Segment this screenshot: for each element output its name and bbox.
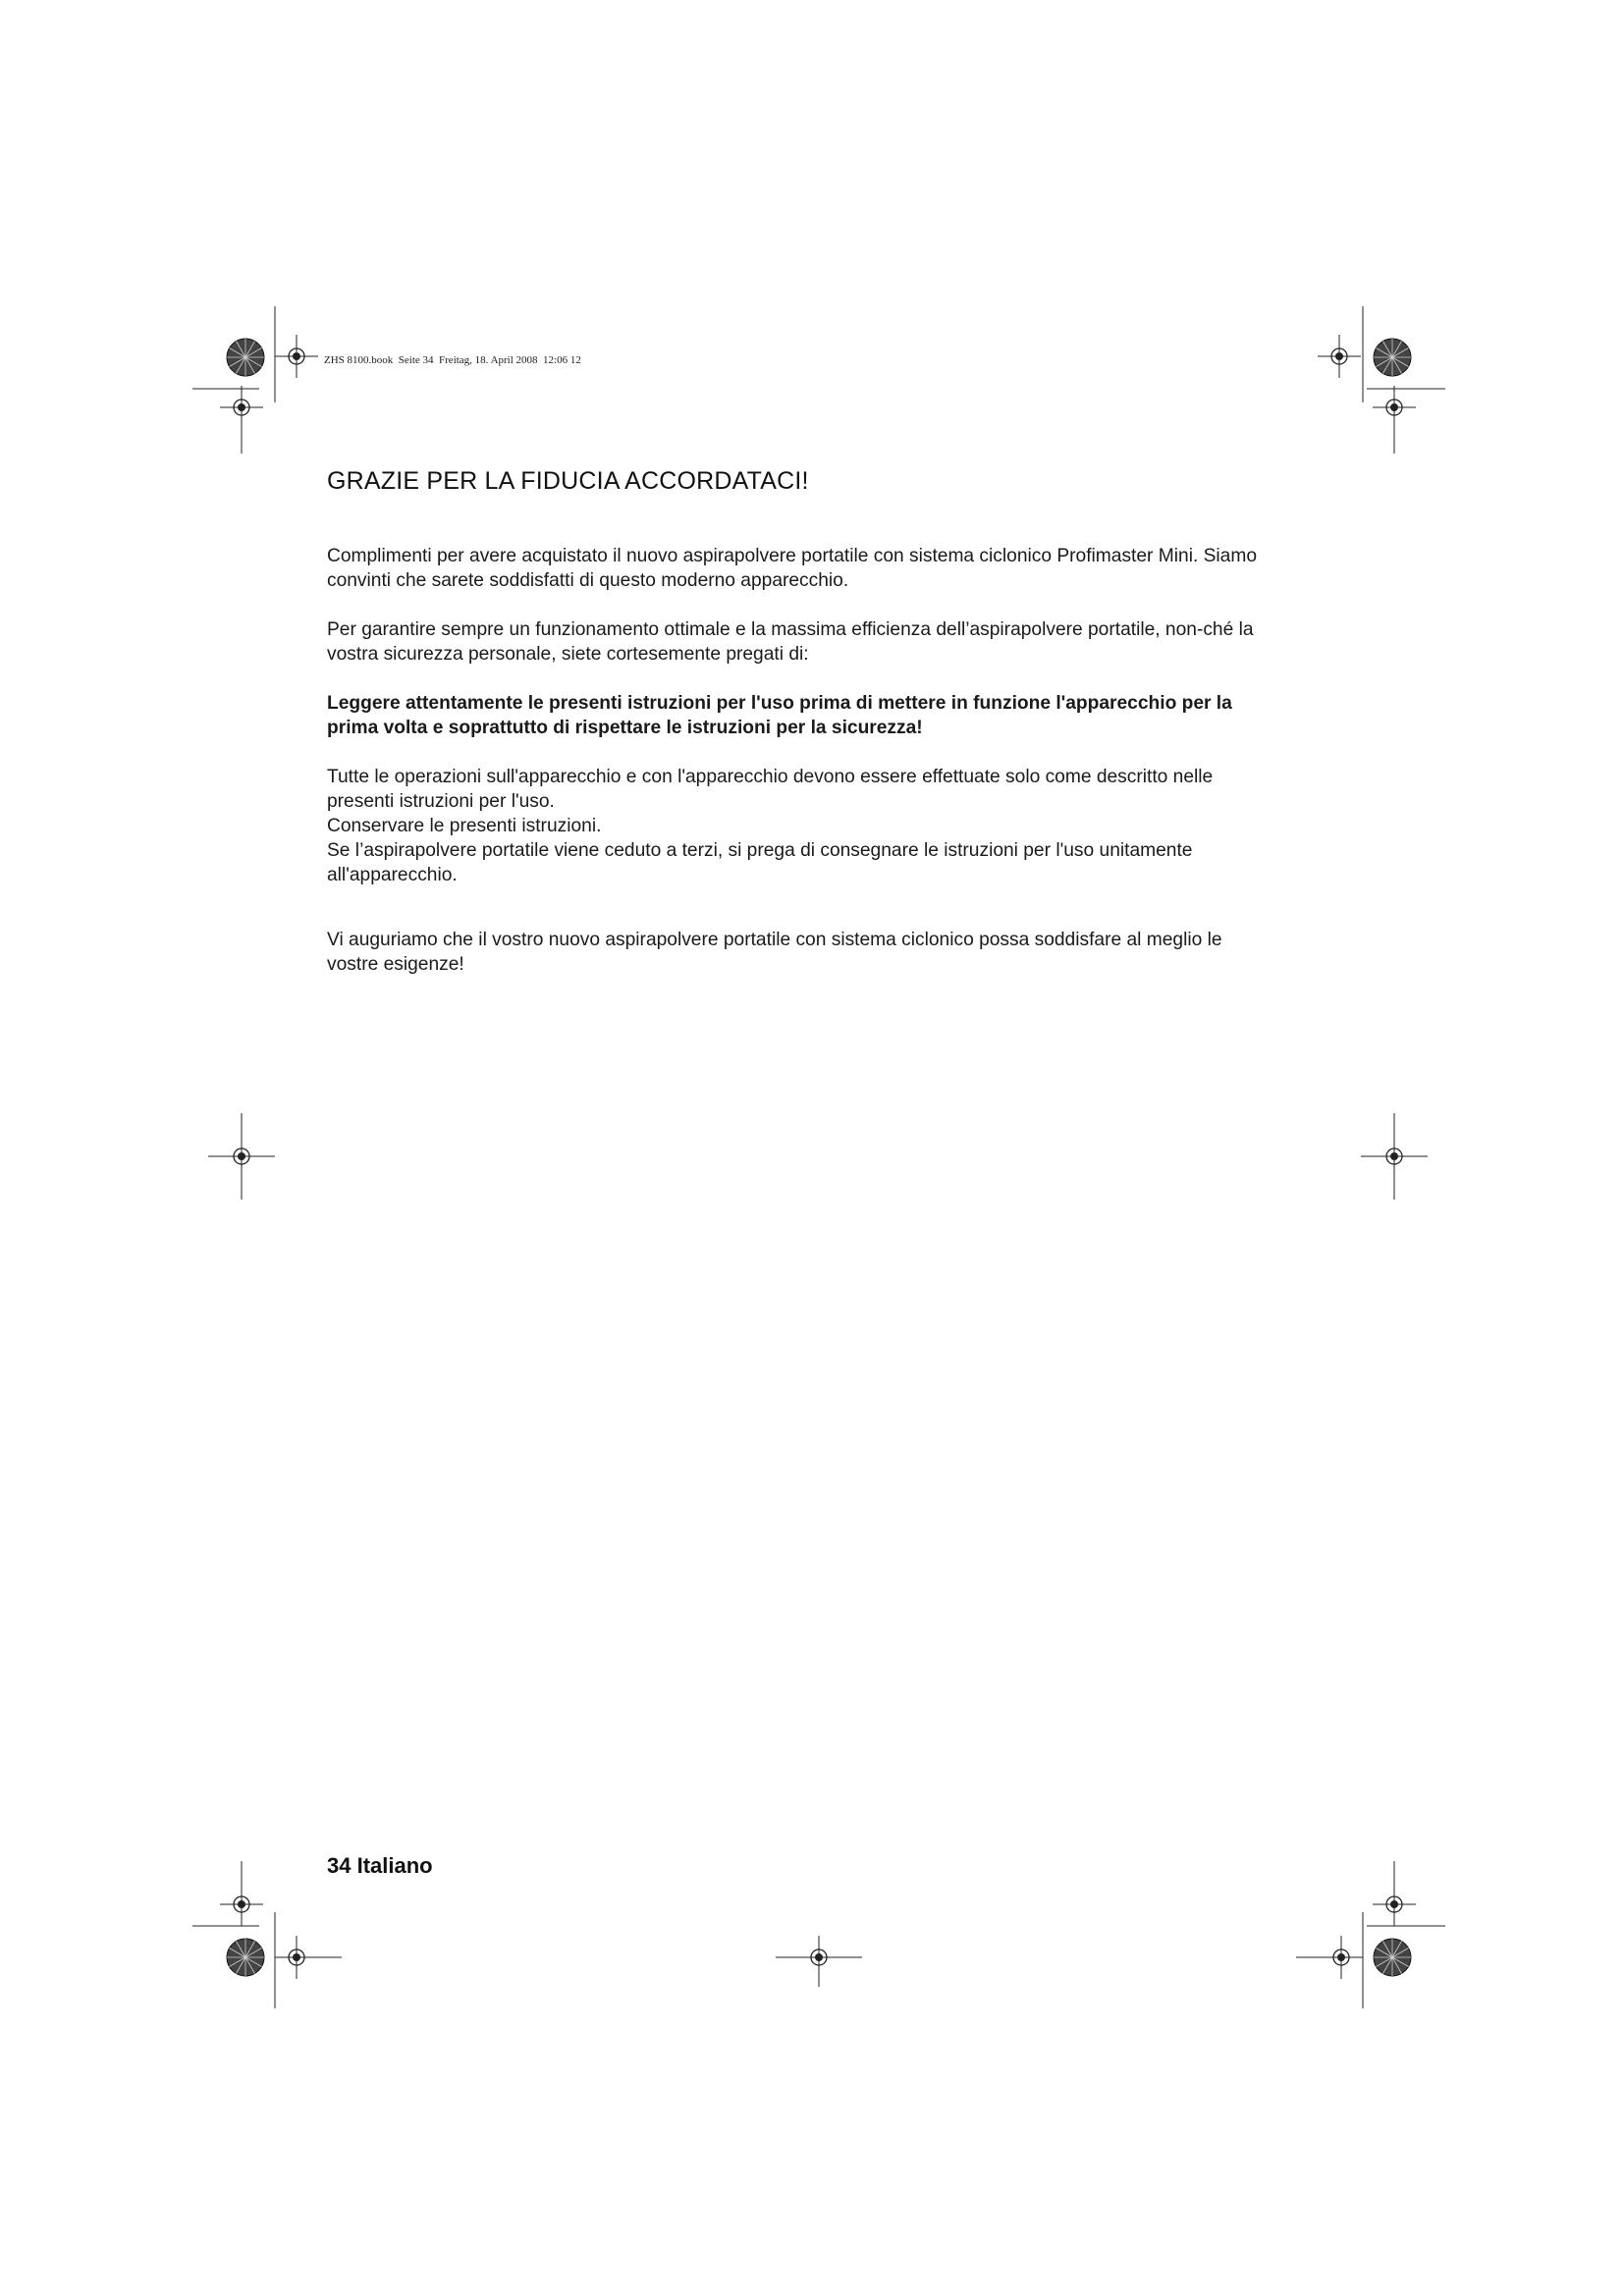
registration-target-icon: [275, 1936, 318, 1979]
print-slug: ZHS 8100.book Seite 34 Freitag, 18. April 2008 12:06 12: [324, 354, 581, 366]
page-title: GRAZIE PER LA FIDUCIA ACCORDATACI!: [327, 467, 809, 495]
operation-note-1: Tutte le operazioni sull'apparecchio e con l'apparecchio devono essere effettuate solo come descritto nelle presenti istruzioni per l'uso.: [327, 767, 1214, 812]
operation-notes: [327, 765, 1270, 887]
operation-note-3: Se l’aspirapolvere portatile viene ceduto a terzi, si prega di consegnare le istruzioni per l'uso unitamente all'apparecchio.: [327, 840, 1193, 885]
registration-target-icon: [275, 335, 318, 378]
registration-target-icon: [1320, 1936, 1363, 1979]
registration-target-icon: [1373, 1883, 1416, 1926]
intro-paragraph: Complimenti per avere acquistato il nuovo aspirapolvere portatile con sistema ciclonico Profimaster Mini. Siamo convinti che sarete soddisfatti di questo moderno apparecchio.: [327, 546, 1257, 591]
operation-note-2: Conservare le presenti istruzioni.: [327, 816, 602, 836]
important-instruction: Leggere attentamente le presenti istruzioni per l'uso prima di mettere in funzione l'apparecchio per la prima volta e soprattutto di rispettare le istruzioni per la sicurezza!: [327, 693, 1232, 738]
closing-paragraph: Vi auguriamo che il vostro nuovo aspirapolvere portatile con sistema ciclonico possa soddisfare al meglio le vostre esigenze!: [327, 930, 1222, 975]
color-wheel-icon: [227, 1939, 264, 1976]
registration-target-icon: [220, 1883, 263, 1926]
page-content: [327, 467, 1270, 1001]
color-wheel-icon: [227, 339, 264, 376]
safety-paragraph: Per garantire sempre un funzionamento ottimale e la massima efficienza dell’aspirapolvere portatile, non-ché la vostra sicurezza personale, siete cortesemente pregati di:: [327, 619, 1254, 665]
color-wheel-icon: [1374, 1939, 1411, 1976]
page-number: 34 Italiano: [327, 1853, 433, 1878]
color-wheel-icon: [1374, 339, 1411, 376]
registration-target-icon: [1318, 335, 1361, 378]
